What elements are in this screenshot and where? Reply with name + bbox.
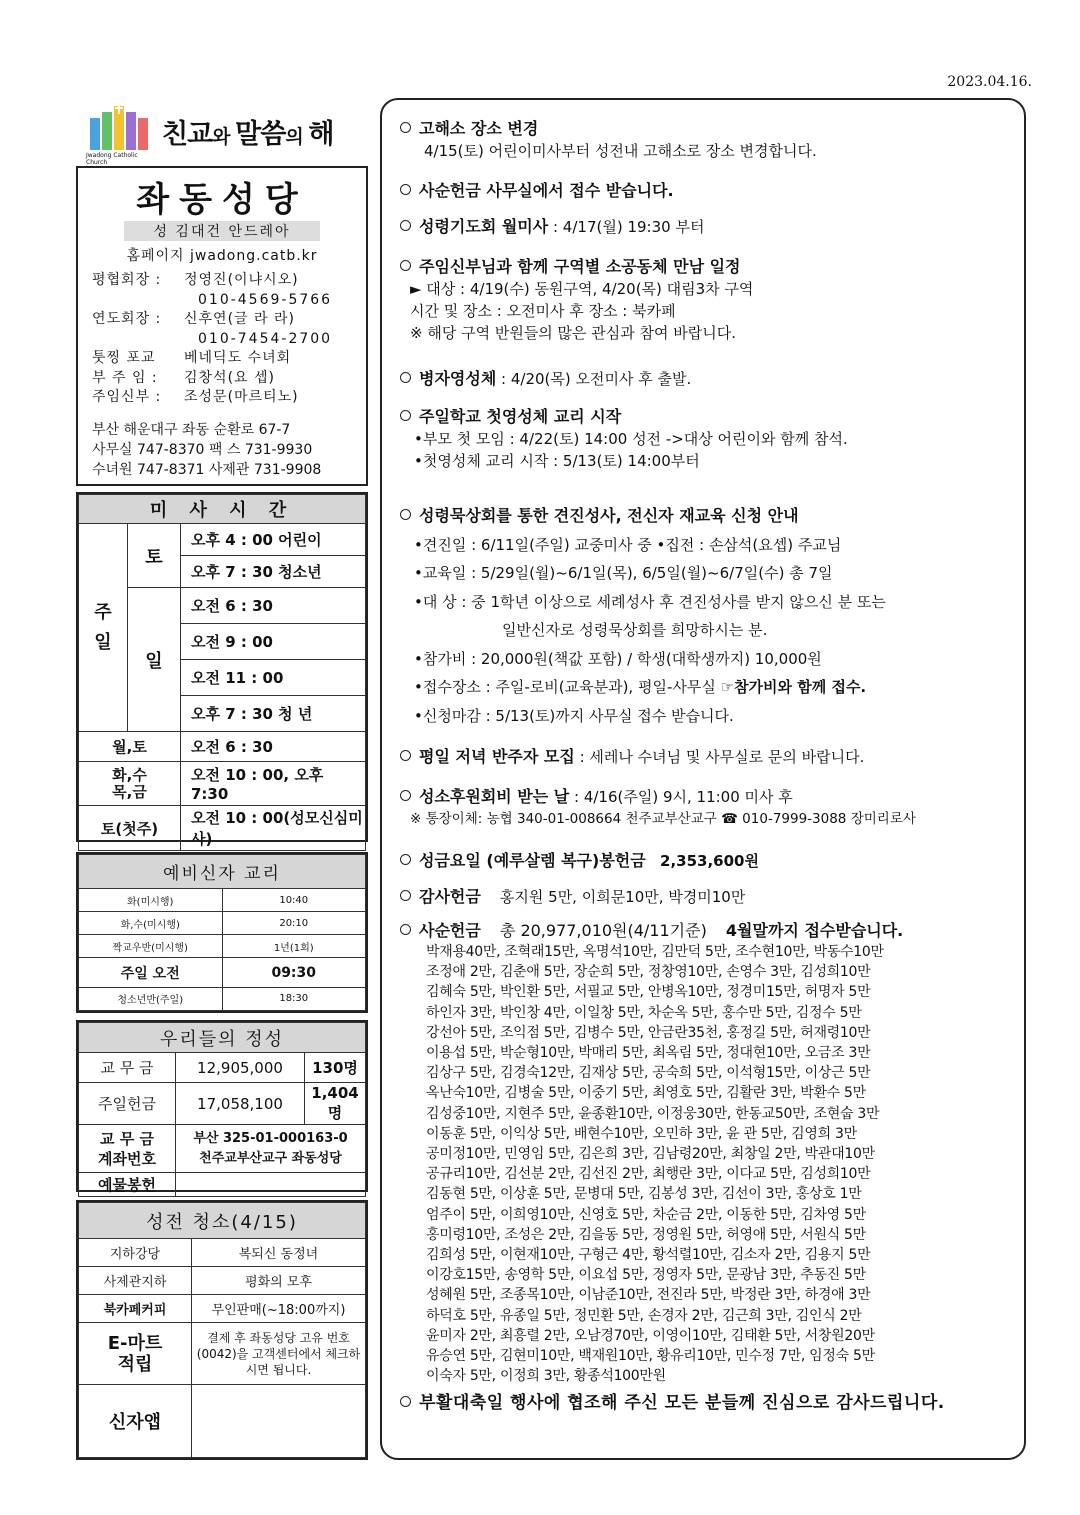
bullet-circle-icon (400, 750, 411, 761)
catechism-class: 화,수(미시행) (79, 912, 223, 935)
staff-row: 연도회장 : 신후연(글 라 라) (92, 311, 295, 327)
donor-line: 유승연 5만, 김현미10만, 백재원10만, 황유리10만, 민수정 7만, 임정숙 5만 (426, 1348, 875, 1365)
offering-label: 교 무 금 (79, 1053, 176, 1083)
notice-easter-thanks: 부활대축일 행사에 협조해 주신 모든 분들께 진심으로 감사드립니다. (400, 1392, 1014, 1414)
notice-community-meeting: 주임신부님과 함께 구역별 소공동체 만남 일정 ► 대상 : 4/19(수) 동원구역, 4/20(목) 대림3차 구역 시간 및 장소 : 오전미사 후 장소 : 북카페 ※ 해당 구역 반원들의 많은 관심과 참여 바랍니다. (400, 256, 1014, 344)
bullet-circle-icon (400, 122, 411, 133)
donor-list (400, 942, 1014, 1386)
account-number: 부산 325-01-000163-0 (193, 1130, 348, 1146)
address: 부산 해운대구 좌동 순환로 67-7 (92, 421, 291, 438)
notice-good-friday: 성금요일 (예루살렘 복구)봉헌금 2,353,600원 (400, 850, 1014, 872)
bullet-circle-icon (400, 184, 411, 195)
bullet-circle-icon (400, 1396, 411, 1407)
church-info-box (76, 166, 368, 486)
donor-line: 김성중10만, 지현주 5만, 윤종환10만, 이정웅30만, 한동교50만, 조현숩 3만 (426, 1105, 880, 1122)
offering-count: 1,404명 (305, 1083, 366, 1125)
logo-caption: Jwadong Catholic Church (86, 152, 138, 166)
office-phone: 사무실 747-8370 팩 스 731-9930 (92, 441, 313, 458)
donor-line: 이동훈 5만, 이익상 5만, 배현수10만, 오민하 3만, 윤 관 5만, 김영희 3만 (426, 1125, 857, 1142)
donor-line: 공미정10만, 민영임 5만, 김은희 3만, 김남령20만, 최창일 2만, 박관대10만 (426, 1146, 875, 1163)
convent-phone: 수녀원 747-8371 사제관 731-9908 (92, 461, 322, 478)
homepage-link[interactable]: 홈페이지 jwadong.catb.kr (126, 248, 318, 264)
cleaning-group: 평화의 모후 (192, 1267, 366, 1295)
church-logo-icon (88, 104, 150, 152)
envelope-label: 예물봉헌 (79, 1173, 176, 1197)
staff-list (78, 265, 366, 408)
donor-line: 김상구 5만, 김경숙12만, 김재상 5만, 공숙희 5만, 이석형15만, 이상근 5만 (426, 1065, 871, 1082)
donor-line: 김혜숙 5만, 박인환 5만, 서필교 5만, 안병옥10만, 정경미15만, 허명자 5만 (426, 984, 871, 1001)
mass-title: 미 사 시 간 (79, 495, 366, 524)
cleaning-title: 성전 청소(4/15) (79, 1203, 366, 1239)
notice-first-communion: 주일학교 첫영성체 교리 시작 •부모 첫 모임 : 4/22(토) 14:00 성전 ->대상 어린이와 함께 참석. •첫영성체 교리 시작 : 5/13(토) 14:00부터 (400, 406, 1014, 472)
staff-row: 부 주 임 : 김창석(요 셉) (92, 369, 275, 386)
sunday-sub-label: 일 (128, 588, 181, 732)
weekday-label: 토(첫주) (79, 806, 181, 851)
catechism-class: 짝교우반(미시행) (79, 935, 223, 958)
app-label: 신자앱 (79, 1385, 192, 1458)
bullet-circle-icon (400, 410, 411, 421)
notice-lent-offering-office: 사순헌금 사무실에서 접수 받습니다. (400, 180, 1014, 202)
contact-block (78, 408, 366, 480)
bullet-circle-icon (400, 890, 411, 901)
donor-line: 김동현 5만, 이상훈 5만, 문병대 5만, 김봉성 3만, 김선이 3만, 홍상호 1만 (426, 1186, 862, 1203)
cleaning-group: 무인판매(~18:00까지) (192, 1295, 366, 1323)
mass-time: 오전 9 : 00 (181, 624, 366, 660)
weekday-label: 화,수 목,금 (79, 762, 181, 806)
mass-time: 오후 7 : 30 청소년 (181, 556, 366, 588)
donor-line: 김희성 5만, 이현재10만, 구형근 4만, 황석렬10만, 김소자 2만, 김용지 5만 (426, 1247, 871, 1264)
notice-confession: 고해소 장소 변경 4/15(토) 어린이미사부터 성전내 고해소로 장소 변경합니다. (400, 118, 1014, 162)
catechism-time: 20:10 (222, 912, 366, 935)
notice-vocation-fee: 성소후원회비 받는 날 : 4/16(주일) 9시, 11:00 미사 후 ※ 통장이체: 농협 340-01-008664 천주교부산교구 ☎ 010-7999-3088 장미리로사 (400, 786, 1014, 830)
catechism-time: 09:30 (222, 958, 366, 988)
notice-thanksgiving: 감사헌금 홍지원 5만, 이희문10만, 박경미10만 (400, 886, 1014, 908)
donor-line: 윤미자 2만, 최흥렬 2만, 오남경70만, 이영이10만, 김태환 5만, 서창원20만 (426, 1327, 875, 1344)
staff-phone: 010-4569-5766 (198, 291, 333, 308)
bullet-circle-icon (400, 924, 411, 935)
year-motto: 친교와 말씀의 해 (162, 119, 334, 150)
donor-line: 이용섭 5만, 박순형10만, 박매리 5만, 최옥림 5만, 정대현10만, 오금조 3만 (426, 1045, 871, 1062)
notice-prayer-group: 성령기도회 월미사 : 4/17(월) 19:30 부터 (400, 216, 1014, 238)
staff-row: 툿찡 포교 베네딕도 수녀회 (92, 350, 292, 366)
bullet-circle-icon (400, 372, 411, 383)
donor-line: 이강호15만, 송영학 5만, 이요섭 5만, 정영자 5만, 문광남 3만, 추동진 5만 (426, 1267, 866, 1284)
catechism-time: 10:40 (222, 889, 366, 912)
bulletin-date: 2023.04.16. (947, 74, 1032, 90)
offering-amount: 12,905,000 (176, 1053, 305, 1083)
weekday-label: 월,토 (79, 732, 181, 762)
mass-time: 오전 6 : 30 (181, 588, 366, 624)
cleaning-group: 복되신 동정녀 (192, 1239, 366, 1267)
patron-saint: 성 김대건 안드레아 (124, 221, 320, 241)
cleaning-area: 지하강당 (79, 1239, 192, 1267)
emart-text: 결제 후 좌동성당 고유 번호(0042)을 고객센터에서 체크하시면 됩니다. (192, 1323, 366, 1385)
staff-row: 평협회장 : 정영진(이냐시오) (92, 272, 299, 288)
donor-line: 성혜원 5만, 조종목10만, 이남준10만, 전진라 5만, 박정란 3만, 하경애 3만 (426, 1287, 871, 1304)
offering-title: 우리들의 정성 (79, 1023, 366, 1053)
sunday-label: 주 일 (79, 524, 128, 732)
catechism-class: 청소년반(주일) (79, 987, 223, 1010)
catechism-time: 1년(1회) (222, 935, 366, 958)
catechism-class: 주일 오전 (79, 958, 223, 988)
donor-line: 홍미령10만, 조성은 2만, 김을동 5만, 정영원 5만, 허영애 5만, 서원식 5만 (426, 1226, 866, 1243)
notice-confirmation: 성령묵상회를 통한 견진성사, 전신자 재교육 신청 안내 •견진일 : 6/11일(주일) 교중미사 중 •집전 : 손삼석(요셉) 주교님 •교육일 : 5/29일(월)~6/1일(목), 6/5일(월)~6/7일(수) 총 7일 •대 상 : 중 1학년 이상으로 세례성사 후 견진성사를 받지 않으신 분 또는 일반신자로 성령묵상회를 희망하시는 분. •참가비 : 20,000원(책값 포함) / 학생(대학생까지) 10,000원 •접수장소 : 주일-로비(교육분과), 평일-사무실 ☞참가비와 함께 접수. •신청마감 : 5/13(토)까지 사무실 접수 받습니다. (400, 502, 1014, 730)
donor-line: 조정애 2만, 김춘애 5만, 장순희 5만, 정창영10만, 손영수 3만, 김성희10만 (426, 964, 871, 981)
donor-line: 박재용40만, 조혁래15만, 옥명석10만, 김만덕 5만, 조수현10만, 박동수10만 (426, 944, 884, 960)
cleaning-area: 북카페커피 (79, 1295, 192, 1323)
cleaning-area: 사제관지하 (79, 1267, 192, 1295)
bullet-circle-icon (400, 854, 411, 865)
emart-label: E-마트 적립 (79, 1323, 192, 1385)
mass-time: 오전 10 : 00(성모신심미사) (181, 806, 366, 851)
catechism-title: 예비신자 교리 (79, 855, 366, 889)
bullet-circle-icon (400, 790, 411, 801)
account-label: 교 무 금 계좌번호 (79, 1125, 176, 1173)
bullet-circle-icon (400, 220, 411, 231)
donor-line: 하인자 3만, 박인창 4만, 이일창 5만, 차순옥 5만, 홍수만 5만, 김정수 5만 (426, 1004, 862, 1021)
mass-time: 오후 7 : 30 청 년 (181, 696, 366, 732)
donor-line: 옥난숙10만, 김병술 5만, 이중기 5만, 최영호 5만, 김활란 3만, 박환수 5만 (426, 1085, 866, 1102)
donor-line: 하덕호 5만, 유종일 5만, 정민환 5만, 손경자 2만, 김근희 3만, 김인식 2만 (426, 1307, 862, 1324)
offering-amount: 17,058,100 (176, 1083, 305, 1125)
notice-sick-communion: 병자영성체 : 4/20(목) 오전미사 후 출발. (400, 368, 1014, 390)
donor-line: 강선아 5만, 조익점 5만, 김병수 5만, 안금란35천, 홍정길 5만, 허재령10만 (426, 1024, 871, 1041)
catechism-time: 18:30 (222, 987, 366, 1010)
catechism-class: 화(미시행) (79, 889, 223, 912)
notice-lent-offering: 사순헌금 총 20,977,010원(4/11기준) 4월말까지 접수받습니다. 박재용40만, 조혁래15만, 옥명석10만, 김만덕 5만, 조수현10만, 박동수10만 조정애 2만, 김춘애 5만, 장순희 5만, 정창영10만, 손영수 3만, 김성희10만 김혜숙 5만, 박인환 5만, 서필교 5만, 안병옥10만, 정경미15만, 허명자 5만 하인자 3만, 박인창 4만, 이일창 5만, 차순옥 5만, 홍수만 5만, 김정수 5만 강선아 5만, 조익점 5만, 김병수 5만, 안금란35천, 홍정길 5만, 허재령10만 이용섭 5만, 박순형10만, 박매리 5만, 최옥림 5만, 정대현10만, 오금조 3만 김상구 5만, 김경숙12만, 김재상 5만, 공숙희 5만, 이석형15만, 이상근 5만 옥난숙10만, 김병술 5만, 이중기 5만, 최영호 5만, 김활란 3만, 박환수 5만 김성중10만, 지현주 5만, 윤종환10만, 이정웅30만, 한동교50만, 조현숩 3만 이동훈 5만, 이익상 5만, 배현수10만, 오민하 3만, 윤 관 5만, 김영희 3만 공미정10만, 민영임 5만, 김은희 3만, 김남령20만, 최창일 2만, 박관대10만 공규리10만, 김선분 2만, 김선진 2만, 최행란 3만, 이다교 5만, 김성희10만 김동현 5만, 이상훈 5만, 문병대 5만, 김봉성 3만, 김선이 3만, 홍상호 1만 엄주이 5만, 이희영10만, 신영호 5만, 차순금 2만, 이동한 5만, 김차영 5만 홍미령10만, 조성은 2만, 김을동 5만, 정영원 5만, 허영애 5만, 서원식 5만 김희성 5만, 이현재10만, 구형근 4만, 황석렬10만, 김소자 2만, 김용지 5만 이강호15만, 송영학 5만, 이요섭 5만, 정영자 5만, 문광남 3만, 추동진 5만 성혜원 5만, 조종목10만, 이남준10만, 전진라 5만, 박정란 3만, 하경애 3만 하덕호 5만, 유종일 5만, 정민환 5만, 손경자 2만, 김근희 3만, 김인식 2만 윤미자 2만, 최흥렬 2만, 오남경70만, 이영이10만, 김태환 5만, 서창원20만 유승연 5만, 김현미10만, 백재원10만, 황유리10만, 민수정 7만, 임정숙 5만 이숙자 5만, 이정희 3만, 황종석100만원 (400, 920, 1014, 1386)
bullet-circle-icon (400, 509, 411, 520)
year-banner (86, 104, 366, 166)
offering-box (76, 1020, 368, 1192)
offering-count: 130명 (305, 1053, 366, 1083)
donor-line: 이숙자 5만, 이정희 3만, 황종석100만원 (426, 1368, 666, 1385)
offering-label: 주일헌금 (79, 1083, 176, 1125)
staff-row: 주임신부 : 조성문(마르티노) (92, 389, 299, 405)
mass-time: 오전 6 : 30 (181, 732, 366, 762)
cleaning-box (76, 1200, 368, 1460)
bullet-circle-icon (400, 260, 411, 271)
church-name: 좌동성당 (136, 180, 308, 220)
staff-phone: 010-7454-2700 (198, 330, 333, 347)
donor-line: 엄주이 5만, 이희영10만, 신영호 5만, 차순금 2만, 이동한 5만, 김차영 5만 (426, 1206, 866, 1223)
account-owner: 천주교부산교구 좌동성당 (199, 1150, 342, 1166)
notices-panel (380, 98, 1026, 1460)
mass-time: 오후 4 : 00 어린이 (181, 524, 366, 556)
donor-line: 공규리10만, 김선분 2만, 김선진 2만, 최행란 3만, 이다교 5만, 김성희10만 (426, 1166, 871, 1183)
mass-time: 오전 11 : 00 (181, 660, 366, 696)
saturday-label: 토 (128, 524, 181, 588)
catechism-box (76, 852, 368, 1013)
mass-schedule (76, 492, 368, 848)
mass-time: 오전 10 : 00, 오후 7:30 (181, 762, 366, 806)
notice-organist: 평일 저녁 반주자 모집 : 세레나 수녀님 및 사무실로 문의 바랍니다. (400, 746, 1014, 768)
